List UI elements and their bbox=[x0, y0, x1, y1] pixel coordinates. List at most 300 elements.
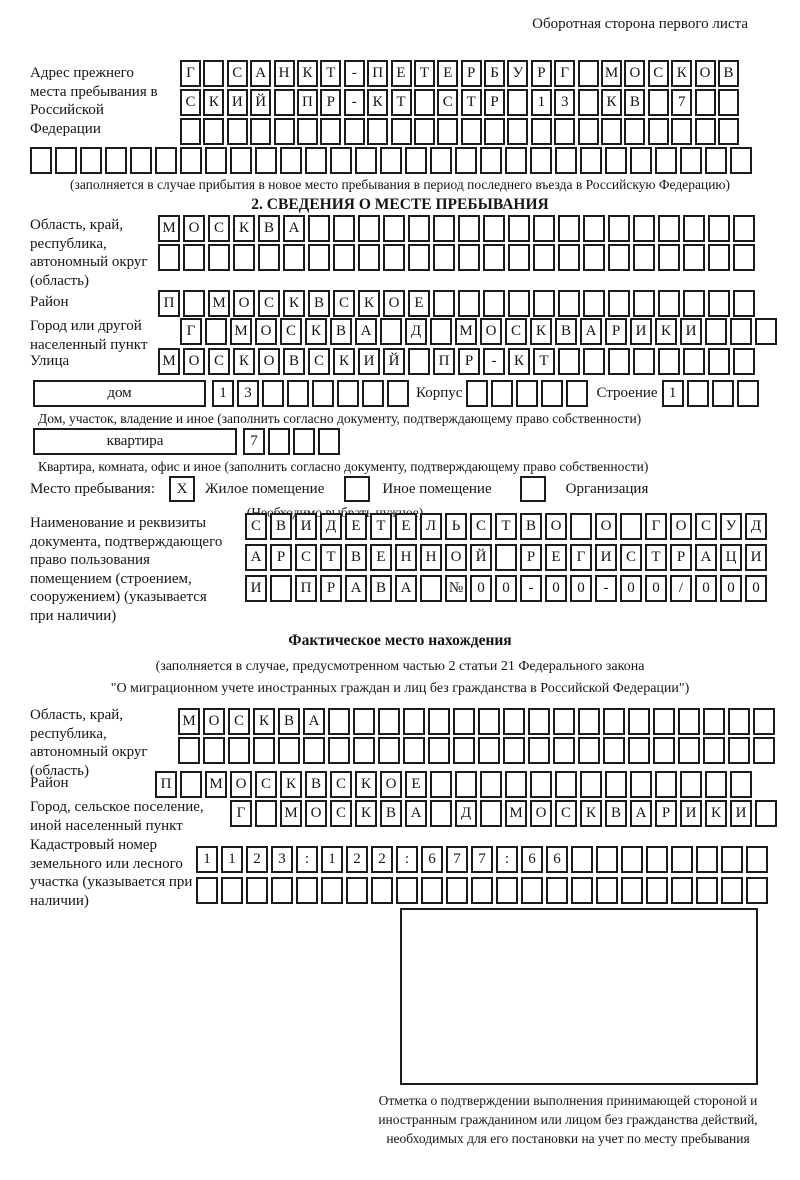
form-cell[interactable] bbox=[180, 147, 202, 174]
form-cell[interactable]: А bbox=[405, 800, 427, 827]
form-cell[interactable] bbox=[733, 215, 755, 242]
form-cell[interactable]: - bbox=[595, 575, 617, 602]
form-cell[interactable] bbox=[355, 147, 377, 174]
form-cell[interactable] bbox=[430, 147, 452, 174]
form-cell[interactable]: В bbox=[345, 544, 367, 571]
form-cell[interactable] bbox=[505, 771, 527, 798]
form-cell[interactable]: Р bbox=[531, 60, 552, 87]
form-cell[interactable] bbox=[505, 147, 527, 174]
form-cell[interactable]: В bbox=[258, 215, 280, 242]
form-cell[interactable]: С bbox=[333, 290, 355, 317]
form-cell[interactable] bbox=[283, 244, 305, 271]
form-cell[interactable] bbox=[580, 147, 602, 174]
form-cell[interactable] bbox=[414, 89, 435, 116]
form-cell[interactable] bbox=[708, 290, 730, 317]
form-cell[interactable] bbox=[458, 244, 480, 271]
form-cell[interactable] bbox=[318, 428, 340, 455]
form-cell[interactable] bbox=[683, 348, 705, 375]
form-cell[interactable] bbox=[553, 708, 575, 735]
form-cell[interactable] bbox=[271, 877, 293, 904]
form-cell[interactable] bbox=[508, 290, 530, 317]
form-cell[interactable]: 7 bbox=[471, 846, 493, 873]
form-cell[interactable] bbox=[270, 575, 292, 602]
form-cell[interactable]: У bbox=[507, 60, 528, 87]
form-cell[interactable]: - bbox=[344, 89, 365, 116]
form-cell[interactable] bbox=[718, 118, 739, 145]
form-cell[interactable] bbox=[255, 147, 277, 174]
form-cell[interactable]: П bbox=[155, 771, 177, 798]
form-cell[interactable]: А bbox=[630, 800, 652, 827]
form-cell[interactable]: И bbox=[680, 318, 702, 345]
form-cell[interactable]: : bbox=[396, 846, 418, 873]
form-cell[interactable] bbox=[608, 290, 630, 317]
form-cell[interactable]: Л bbox=[420, 513, 442, 540]
form-cell[interactable]: О bbox=[380, 771, 402, 798]
form-cell[interactable] bbox=[680, 147, 702, 174]
form-cell[interactable] bbox=[421, 877, 443, 904]
form-cell[interactable] bbox=[228, 737, 250, 764]
form-cell[interactable]: С bbox=[208, 215, 230, 242]
form-cell[interactable]: 0 bbox=[545, 575, 567, 602]
form-cell[interactable]: О bbox=[595, 513, 617, 540]
form-cell[interactable] bbox=[55, 147, 77, 174]
form-cell[interactable]: К bbox=[358, 290, 380, 317]
form-cell[interactable] bbox=[633, 244, 655, 271]
form-cell[interactable] bbox=[205, 147, 227, 174]
form-cell[interactable] bbox=[180, 118, 201, 145]
form-cell[interactable] bbox=[680, 771, 702, 798]
form-cell[interactable]: К bbox=[601, 89, 622, 116]
form-cell[interactable] bbox=[678, 737, 700, 764]
form-cell[interactable] bbox=[721, 846, 743, 873]
form-cell[interactable] bbox=[571, 877, 593, 904]
form-cell[interactable] bbox=[737, 380, 759, 407]
form-cell[interactable] bbox=[483, 290, 505, 317]
form-cell[interactable] bbox=[521, 877, 543, 904]
form-cell[interactable]: О bbox=[255, 318, 277, 345]
form-cell[interactable]: Р bbox=[484, 89, 505, 116]
form-cell[interactable]: С bbox=[695, 513, 717, 540]
form-cell[interactable] bbox=[620, 513, 642, 540]
form-cell[interactable] bbox=[583, 244, 605, 271]
form-cell[interactable]: Т bbox=[391, 89, 412, 116]
form-cell[interactable]: Р bbox=[655, 800, 677, 827]
form-cell[interactable] bbox=[583, 290, 605, 317]
form-cell[interactable] bbox=[755, 318, 777, 345]
form-cell[interactable]: - bbox=[344, 60, 365, 87]
form-cell[interactable]: К bbox=[355, 771, 377, 798]
form-cell[interactable]: К bbox=[283, 290, 305, 317]
form-cell[interactable]: К bbox=[355, 800, 377, 827]
form-cell[interactable]: - bbox=[520, 575, 542, 602]
form-cell[interactable]: № bbox=[445, 575, 467, 602]
form-cell[interactable] bbox=[446, 877, 468, 904]
form-cell[interactable] bbox=[555, 771, 577, 798]
form-cell[interactable] bbox=[383, 215, 405, 242]
form-cell[interactable] bbox=[203, 118, 224, 145]
form-cell[interactable]: И bbox=[630, 318, 652, 345]
form-cell[interactable] bbox=[346, 877, 368, 904]
form-cell[interactable] bbox=[508, 244, 530, 271]
form-cell[interactable]: М bbox=[280, 800, 302, 827]
form-cell[interactable] bbox=[655, 771, 677, 798]
form-cell[interactable]: И bbox=[745, 544, 767, 571]
form-cell[interactable] bbox=[633, 290, 655, 317]
form-cell[interactable] bbox=[578, 60, 599, 87]
form-cell[interactable] bbox=[583, 215, 605, 242]
form-cell[interactable] bbox=[380, 318, 402, 345]
form-cell[interactable] bbox=[605, 147, 627, 174]
form-cell[interactable]: 3 bbox=[554, 89, 575, 116]
form-cell[interactable] bbox=[396, 877, 418, 904]
form-cell[interactable] bbox=[480, 800, 502, 827]
form-cell[interactable]: Т bbox=[370, 513, 392, 540]
form-cell[interactable]: Т bbox=[320, 544, 342, 571]
form-cell[interactable] bbox=[414, 118, 435, 145]
form-cell[interactable]: С bbox=[470, 513, 492, 540]
form-cell[interactable] bbox=[461, 118, 482, 145]
form-cell[interactable]: Е bbox=[345, 513, 367, 540]
form-cell[interactable]: Г bbox=[645, 513, 667, 540]
form-cell[interactable]: М bbox=[158, 348, 180, 375]
form-cell[interactable] bbox=[648, 89, 669, 116]
form-cell[interactable]: Е bbox=[395, 513, 417, 540]
form-cell[interactable] bbox=[337, 380, 359, 407]
form-cell[interactable] bbox=[507, 118, 528, 145]
form-cell[interactable]: О bbox=[480, 318, 502, 345]
form-cell[interactable] bbox=[508, 215, 530, 242]
form-cell[interactable] bbox=[730, 318, 752, 345]
form-cell[interactable]: С bbox=[437, 89, 458, 116]
form-cell[interactable]: Е bbox=[545, 544, 567, 571]
form-cell[interactable]: М bbox=[158, 215, 180, 242]
form-cell[interactable]: В bbox=[624, 89, 645, 116]
form-cell[interactable] bbox=[605, 771, 627, 798]
form-cell[interactable]: : bbox=[296, 846, 318, 873]
form-cell[interactable] bbox=[484, 118, 505, 145]
form-cell[interactable]: В bbox=[718, 60, 739, 87]
form-cell[interactable] bbox=[180, 771, 202, 798]
form-cell[interactable] bbox=[671, 846, 693, 873]
form-cell[interactable]: Е bbox=[405, 771, 427, 798]
form-cell[interactable] bbox=[533, 290, 555, 317]
form-cell[interactable]: В bbox=[555, 318, 577, 345]
form-cell[interactable]: 1 bbox=[221, 846, 243, 873]
form-cell[interactable] bbox=[262, 380, 284, 407]
form-cell[interactable] bbox=[633, 348, 655, 375]
form-cell[interactable]: Д bbox=[405, 318, 427, 345]
form-cell[interactable]: М bbox=[505, 800, 527, 827]
form-cell[interactable] bbox=[630, 147, 652, 174]
form-cell[interactable]: М bbox=[230, 318, 252, 345]
form-cell[interactable]: Е bbox=[408, 290, 430, 317]
form-cell[interactable] bbox=[80, 147, 102, 174]
form-cell[interactable] bbox=[558, 215, 580, 242]
form-cell[interactable]: А bbox=[345, 575, 367, 602]
form-cell[interactable]: Н bbox=[274, 60, 295, 87]
form-cell[interactable] bbox=[528, 737, 550, 764]
form-cell[interactable] bbox=[391, 118, 412, 145]
form-cell[interactable]: Р bbox=[458, 348, 480, 375]
form-cell[interactable]: К bbox=[508, 348, 530, 375]
form-cell[interactable] bbox=[558, 244, 580, 271]
form-cell[interactable] bbox=[703, 708, 725, 735]
form-cell[interactable]: Й bbox=[383, 348, 405, 375]
form-cell[interactable] bbox=[371, 877, 393, 904]
form-cell[interactable] bbox=[293, 428, 315, 455]
form-cell[interactable]: К bbox=[280, 771, 302, 798]
form-cell[interactable]: 0 bbox=[720, 575, 742, 602]
form-cell[interactable]: Ь bbox=[445, 513, 467, 540]
form-cell[interactable] bbox=[408, 244, 430, 271]
form-cell[interactable] bbox=[703, 737, 725, 764]
form-cell[interactable] bbox=[203, 60, 224, 87]
form-cell[interactable]: И bbox=[227, 89, 248, 116]
form-cell[interactable] bbox=[403, 708, 425, 735]
form-cell[interactable]: К bbox=[580, 800, 602, 827]
form-cell[interactable]: О bbox=[183, 215, 205, 242]
form-cell[interactable]: О bbox=[624, 60, 645, 87]
form-cell[interactable]: Й bbox=[250, 89, 271, 116]
form-cell[interactable] bbox=[558, 290, 580, 317]
form-cell[interactable]: М bbox=[208, 290, 230, 317]
form-cell[interactable] bbox=[507, 89, 528, 116]
form-cell[interactable]: 1 bbox=[531, 89, 552, 116]
form-cell[interactable]: С bbox=[180, 89, 201, 116]
form-cell[interactable] bbox=[367, 118, 388, 145]
form-cell[interactable] bbox=[648, 118, 669, 145]
form-cell[interactable]: 0 bbox=[495, 575, 517, 602]
form-cell[interactable]: С bbox=[555, 800, 577, 827]
form-cell[interactable]: К bbox=[233, 348, 255, 375]
form-cell[interactable] bbox=[280, 147, 302, 174]
form-cell[interactable]: В bbox=[270, 513, 292, 540]
form-cell[interactable] bbox=[658, 290, 680, 317]
form-cell[interactable] bbox=[530, 771, 552, 798]
form-cell[interactable] bbox=[578, 708, 600, 735]
form-cell[interactable]: С bbox=[255, 771, 277, 798]
form-cell[interactable]: 3 bbox=[237, 380, 259, 407]
form-cell[interactable]: О bbox=[233, 290, 255, 317]
form-cell[interactable] bbox=[403, 737, 425, 764]
form-cell[interactable] bbox=[578, 737, 600, 764]
form-cell[interactable] bbox=[503, 708, 525, 735]
form-cell[interactable]: О bbox=[383, 290, 405, 317]
form-cell[interactable] bbox=[721, 877, 743, 904]
form-cell[interactable] bbox=[753, 708, 775, 735]
form-cell[interactable] bbox=[708, 348, 730, 375]
form-cell[interactable]: С bbox=[258, 290, 280, 317]
form-cell[interactable] bbox=[303, 737, 325, 764]
form-cell[interactable] bbox=[746, 877, 768, 904]
form-cell[interactable]: О bbox=[445, 544, 467, 571]
form-cell[interactable] bbox=[178, 737, 200, 764]
form-cell[interactable] bbox=[221, 877, 243, 904]
form-cell[interactable]: О bbox=[183, 348, 205, 375]
form-cell[interactable] bbox=[558, 348, 580, 375]
form-cell[interactable] bbox=[130, 147, 152, 174]
form-cell[interactable]: К bbox=[705, 800, 727, 827]
form-cell[interactable] bbox=[753, 737, 775, 764]
form-cell[interactable] bbox=[420, 575, 442, 602]
form-cell[interactable] bbox=[653, 708, 675, 735]
form-cell[interactable] bbox=[733, 244, 755, 271]
form-cell[interactable] bbox=[528, 708, 550, 735]
form-cell[interactable] bbox=[683, 215, 705, 242]
form-cell[interactable] bbox=[308, 244, 330, 271]
form-cell[interactable] bbox=[287, 380, 309, 407]
stay-type-checkbox-other[interactable] bbox=[344, 476, 370, 502]
form-cell[interactable]: - bbox=[483, 348, 505, 375]
form-cell[interactable] bbox=[746, 846, 768, 873]
form-cell[interactable] bbox=[633, 215, 655, 242]
form-cell[interactable]: В bbox=[283, 348, 305, 375]
form-cell[interactable]: О bbox=[305, 800, 327, 827]
form-cell[interactable] bbox=[683, 290, 705, 317]
form-cell[interactable]: М bbox=[178, 708, 200, 735]
form-cell[interactable]: Р bbox=[520, 544, 542, 571]
form-cell[interactable] bbox=[353, 737, 375, 764]
form-cell[interactable]: С bbox=[505, 318, 527, 345]
form-cell[interactable] bbox=[208, 244, 230, 271]
form-cell[interactable] bbox=[730, 771, 752, 798]
form-cell[interactable] bbox=[455, 771, 477, 798]
form-cell[interactable] bbox=[608, 215, 630, 242]
form-cell[interactable] bbox=[555, 147, 577, 174]
form-cell[interactable]: О bbox=[258, 348, 280, 375]
form-cell[interactable] bbox=[570, 513, 592, 540]
form-cell[interactable]: В bbox=[380, 800, 402, 827]
form-cell[interactable] bbox=[478, 737, 500, 764]
form-cell[interactable] bbox=[755, 800, 777, 827]
form-cell[interactable] bbox=[380, 147, 402, 174]
form-cell[interactable]: О bbox=[230, 771, 252, 798]
form-cell[interactable]: Н bbox=[420, 544, 442, 571]
form-cell[interactable] bbox=[305, 147, 327, 174]
form-cell[interactable]: Р bbox=[670, 544, 692, 571]
form-cell[interactable]: О bbox=[545, 513, 567, 540]
form-cell[interactable]: О bbox=[670, 513, 692, 540]
form-cell[interactable]: Р bbox=[270, 544, 292, 571]
form-cell[interactable] bbox=[696, 877, 718, 904]
form-cell[interactable] bbox=[196, 877, 218, 904]
form-cell[interactable]: 6 bbox=[521, 846, 543, 873]
form-cell[interactable] bbox=[453, 737, 475, 764]
form-cell[interactable]: П bbox=[297, 89, 318, 116]
form-cell[interactable]: И bbox=[358, 348, 380, 375]
form-cell[interactable]: С bbox=[648, 60, 669, 87]
form-cell[interactable]: А bbox=[580, 318, 602, 345]
form-cell[interactable] bbox=[695, 118, 716, 145]
form-cell[interactable]: М bbox=[205, 771, 227, 798]
form-cell[interactable] bbox=[621, 846, 643, 873]
form-cell[interactable] bbox=[30, 147, 52, 174]
form-cell[interactable] bbox=[728, 737, 750, 764]
form-cell[interactable]: С bbox=[228, 708, 250, 735]
form-cell[interactable]: 2 bbox=[246, 846, 268, 873]
form-cell[interactable] bbox=[296, 877, 318, 904]
form-cell[interactable]: А bbox=[283, 215, 305, 242]
form-cell[interactable] bbox=[480, 147, 502, 174]
form-cell[interactable]: О bbox=[530, 800, 552, 827]
form-cell[interactable] bbox=[183, 290, 205, 317]
form-cell[interactable]: 6 bbox=[546, 846, 568, 873]
form-cell[interactable] bbox=[608, 244, 630, 271]
form-cell[interactable]: И bbox=[295, 513, 317, 540]
form-cell[interactable]: К bbox=[333, 348, 355, 375]
form-cell[interactable] bbox=[533, 215, 555, 242]
form-cell[interactable]: / bbox=[670, 575, 692, 602]
form-cell[interactable] bbox=[478, 708, 500, 735]
form-cell[interactable] bbox=[601, 118, 622, 145]
form-cell[interactable] bbox=[230, 147, 252, 174]
form-cell[interactable]: С bbox=[308, 348, 330, 375]
form-cell[interactable] bbox=[695, 89, 716, 116]
form-cell[interactable]: К bbox=[655, 318, 677, 345]
form-cell[interactable]: К bbox=[203, 89, 224, 116]
form-cell[interactable]: К bbox=[297, 60, 318, 87]
form-cell[interactable] bbox=[358, 244, 380, 271]
form-cell[interactable] bbox=[458, 215, 480, 242]
form-cell[interactable]: 7 bbox=[446, 846, 468, 873]
form-cell[interactable] bbox=[708, 244, 730, 271]
form-cell[interactable] bbox=[383, 244, 405, 271]
form-cell[interactable] bbox=[578, 89, 599, 116]
form-cell[interactable]: Т bbox=[414, 60, 435, 87]
form-cell[interactable] bbox=[433, 244, 455, 271]
form-cell[interactable] bbox=[658, 348, 680, 375]
form-cell[interactable]: И bbox=[245, 575, 267, 602]
form-cell[interactable]: К bbox=[305, 318, 327, 345]
form-cell[interactable]: 0 bbox=[695, 575, 717, 602]
form-cell[interactable]: А bbox=[250, 60, 271, 87]
form-cell[interactable]: К bbox=[233, 215, 255, 242]
form-cell[interactable]: : bbox=[496, 846, 518, 873]
form-cell[interactable]: Г bbox=[230, 800, 252, 827]
form-cell[interactable]: А bbox=[395, 575, 417, 602]
form-cell[interactable] bbox=[571, 846, 593, 873]
form-cell[interactable] bbox=[344, 118, 365, 145]
form-cell[interactable]: Т bbox=[495, 513, 517, 540]
form-cell[interactable] bbox=[728, 708, 750, 735]
form-cell[interactable] bbox=[483, 244, 505, 271]
form-cell[interactable] bbox=[646, 877, 668, 904]
form-cell[interactable] bbox=[333, 215, 355, 242]
form-cell[interactable]: К bbox=[253, 708, 275, 735]
form-cell[interactable]: Г bbox=[180, 318, 202, 345]
form-cell[interactable] bbox=[583, 348, 605, 375]
form-cell[interactable]: В bbox=[520, 513, 542, 540]
form-cell[interactable] bbox=[268, 428, 290, 455]
form-cell[interactable]: Н bbox=[395, 544, 417, 571]
form-cell[interactable]: С bbox=[330, 800, 352, 827]
form-cell[interactable] bbox=[480, 771, 502, 798]
form-cell[interactable] bbox=[297, 118, 318, 145]
form-cell[interactable] bbox=[246, 877, 268, 904]
form-cell[interactable] bbox=[430, 771, 452, 798]
form-cell[interactable]: 0 bbox=[745, 575, 767, 602]
form-cell[interactable] bbox=[312, 380, 334, 407]
form-cell[interactable]: К bbox=[530, 318, 552, 345]
form-cell[interactable] bbox=[705, 318, 727, 345]
form-cell[interactable]: 7 bbox=[243, 428, 265, 455]
form-cell[interactable] bbox=[624, 118, 645, 145]
form-cell[interactable] bbox=[203, 737, 225, 764]
form-cell[interactable] bbox=[320, 118, 341, 145]
form-cell[interactable]: Г bbox=[570, 544, 592, 571]
form-cell[interactable]: В bbox=[330, 318, 352, 345]
form-cell[interactable] bbox=[628, 708, 650, 735]
